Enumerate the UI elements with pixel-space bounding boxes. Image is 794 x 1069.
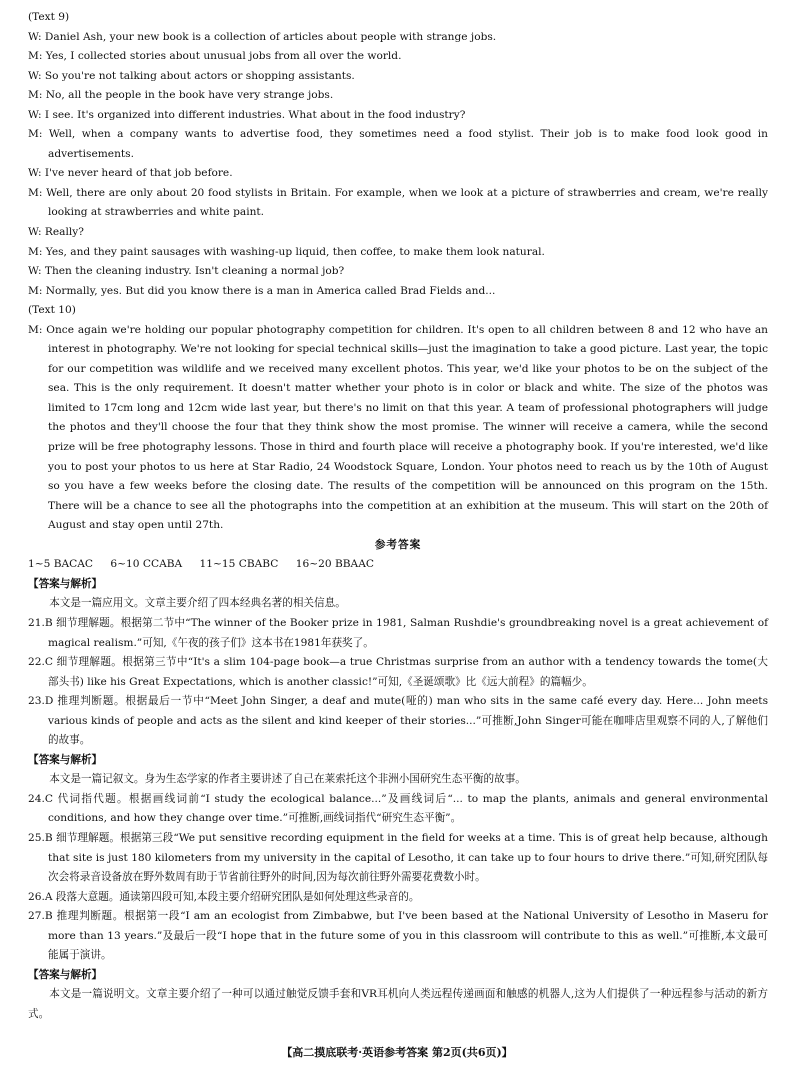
monologue-text: M: Once again we're holding our popular photography competition for children. It's open to all children between 8 and 12 who have an interest in photography. We're not looking for special technical skills—just the imagination to take a good picture. Last year, the topic for our competition was wildlife and we received many excellent photos. This year, we'd like your photos to be on the subject of the sea. This is the only requirement. It doesn't matter whether your photo is in color or black and white. The size of the photos was limited to 17cm long and 12cm wide last year, but there's no limit on that this year. A team of professional photographers will judge the photos and they'll choose the four that they think show the most promise. The winner will receive a camera, while the second prize will be free photography lessons. Those in third and fourth place will receive a photography book. If you're interested, we'd like you to post your photos to us here at Star Radio, 24 Woodstock Square, London. Your photos need to reach us by the 10th of August so you have a few weeks before the closing date. The results of the competition will be announced on this program on the 15th. There will be a chance to see all the photographs into the competition at an exhibition at the museum. This will start on the 20th of August and stay open until 27th.: [28, 323, 768, 532]
section-heading: 【答案与解析】: [28, 753, 103, 766]
dialogue-line: W: I see. It's organized into different industries. What about in the food industry?: [28, 108, 466, 121]
dialogue-line: W: Then the cleaning industry. Isn't cleaning a normal job?: [28, 265, 345, 278]
answer-item: 27.B 推理判断题。根据第一段“I am an ecologist from Zimbabwe, but I've been based at the National University of Lesotho in Maseru for more than 13 years.”及最后一段“I hope that in the future some of you in this classroom will contribute to this as well.”可推断,本文最可能属于演讲。: [28, 910, 768, 962]
dialogue-line: W: Really?: [28, 226, 84, 239]
text10-label: (Text 10): [28, 304, 76, 317]
dialogue-line: W: So you're not talking about actors or shopping assistants.: [28, 69, 355, 82]
dialogue-line: M: Well, when a company wants to advertise food, they sometimes need a food stylist. Their job is to make food look good in advertisements.: [28, 128, 768, 160]
page-footer: 【高二摸底联考·英语参考答案 第2页(共6页)】: [281, 1046, 513, 1059]
answer-key-row: [28, 555, 768, 575]
section-heading: 【答案与解析】: [28, 577, 103, 590]
dialogue-line: W: Daniel Ash, your new book is a collection of articles about people with strange jobs.: [28, 30, 497, 43]
answer-item: 21.B 细节理解题。根据第二节中“The winner of the Booker prize in 1981, Salman Rushdie's groundbreaking novel is a great achievement of magical realism.”可知,《午夜的孩子们》这本书在1981年获奖了。: [28, 616, 768, 649]
text9-label: (Text 9): [28, 11, 70, 23]
dialogue-line: M: No, all the people in the book have very strange jobs.: [28, 89, 334, 102]
answer-group: 11~15 CBABC: [199, 558, 279, 571]
answer-group: 6~10 CCABA: [110, 558, 183, 571]
dialogue-line: M: Yes, and they paint sausages with washing-up liquid, then coffee, to make them look natural.: [28, 245, 545, 258]
answer-group: 16~20 BBAAC: [295, 558, 374, 571]
dialogue-line: M: Normally, yes. But did you know there is a man in America called Brad Fields and...: [28, 284, 496, 297]
dialogue-line: M: Yes, I collected stories about unusual jobs from all over the world.: [28, 50, 402, 63]
answer-group: 1~5 BACAC: [28, 558, 94, 571]
answer-item: 26.A 段落大意题。通读第四段可知,本段主要介绍研究团队是如何处理这些录音的。: [28, 890, 420, 903]
dialogue-line: W: I've never heard of that job before.: [28, 167, 233, 180]
section-intro: 本文是一篇说明文。文章主要介绍了一种可以通过触觉反馈手套和VR耳机向人类远程传递画面和触感的机器人,这为人们提供了一种远程参与活动的新方式。: [28, 988, 768, 1020]
section-intro: 本文是一篇应用文。文章主要介绍了四本经典名著的相关信息。: [49, 597, 346, 610]
section-intro: 本文是一篇记叙文。身为生态学家的作者主要讲述了自己在莱索托这个非洲小国研究生态平衡的故事。: [49, 773, 526, 786]
dialogue-line: M: Well, there are only about 20 food stylists in Britain. For example, when we look at a picture of strawberries and cream, we're really looking at strawberries and white paint.: [28, 186, 768, 219]
answer-key-title: 参考答案: [374, 538, 422, 551]
answer-item: 23.D 推理判断题。根据最后一节中“Meet John Singer, a deaf and mute(哑的) man who sits in the same café every day. Here... John meets various kinds of people and acts as the silent and kind keeper of their stories...”可推断,John Singer可能在咖啡店里观察不同的人,了解他们的故事。: [28, 695, 768, 747]
answer-item: 22.C 细节理解题。根据第三节中“It's a slim 104-page book—a true Christmas surprise from an author with a tendency towards the tome(大部头书) like his Great Expectations, which is another classic!”可知,《圣诞颂歌》比《远大前程》的篇幅少。: [28, 656, 768, 688]
section-heading: 【答案与解析】: [28, 968, 103, 981]
answer-item: 25.B 细节理解题。根据第三段“We put sensitive recording equipment in the field for weeks at a time. This is of great help because, although that site is just 180 kilometers from my university in the capital of Lesotho, it can take up to four hours to drive there.”可知,研究团队每次会将录音设备放在野外数周有助于节省前往野外的时间,因为每次前往野外需要花费数小时。: [28, 831, 768, 884]
answer-item: 24.C 代词指代题。根据画线词前“I study the ecological balance...”及画线词后“... to map the plants, animals and general environmental conditions, and how they change over time.”可推断,画线词指代“研究生态平衡”。: [28, 792, 768, 825]
